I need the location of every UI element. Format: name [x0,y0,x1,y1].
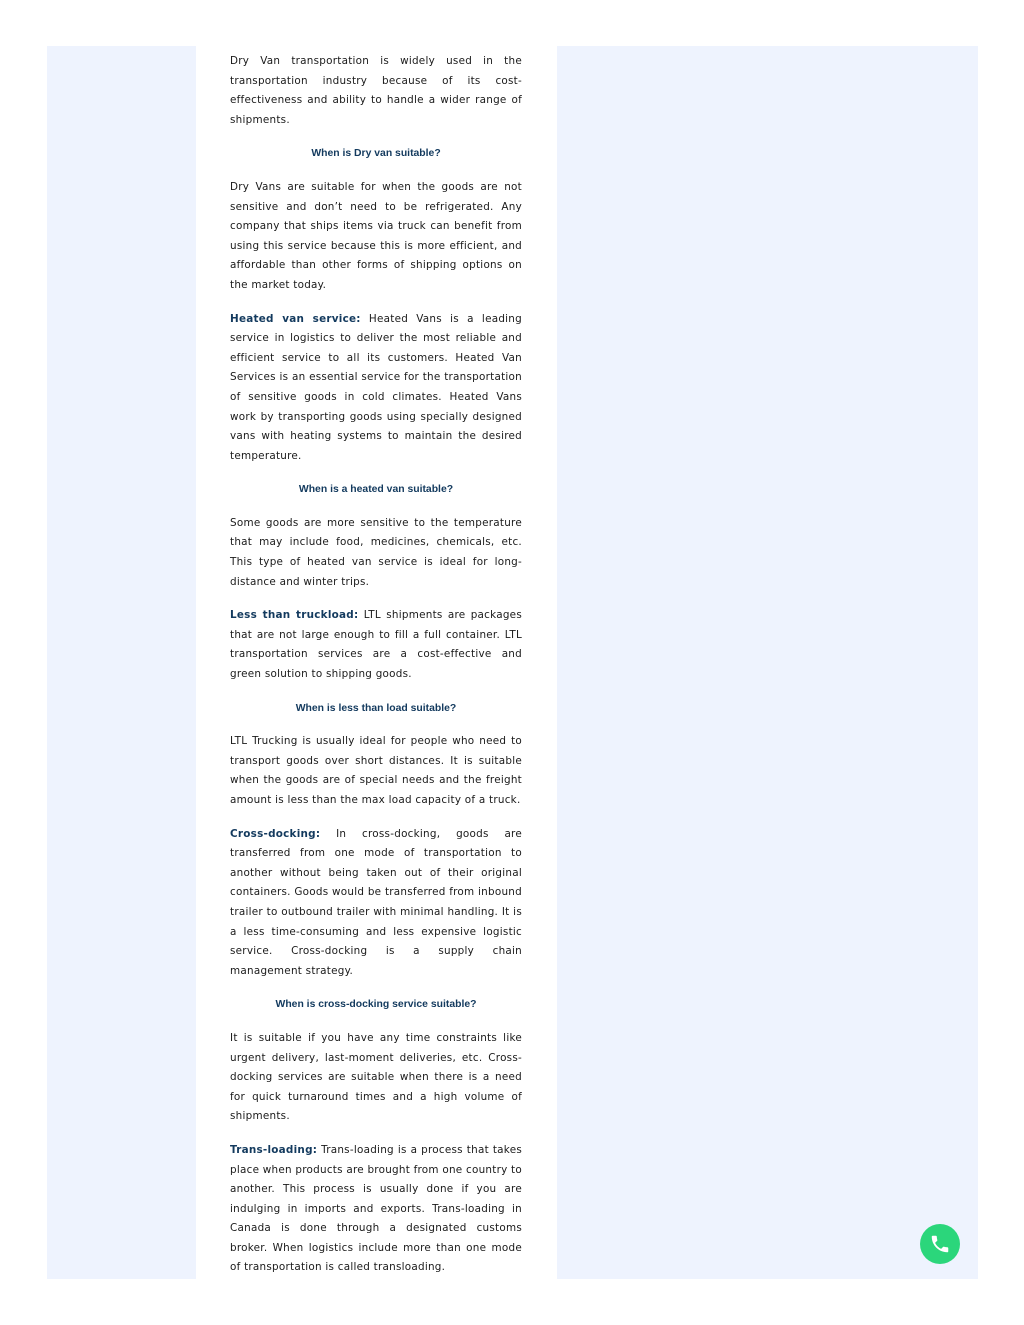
ltl-paragraph [230,606,522,684]
ltl-term: Less than truckload: [230,609,359,622]
cross-docking-term: Cross-docking: [230,827,321,840]
cross-docking-suitable-paragraph: It is suitable if you have any time constraints like urgent delivery, last-moment deliveries, etc. Cross-docking services are suitable when there is a need for quick turnaround times and a high volume of shipments. [230,1031,522,1123]
right-side-panel [557,46,978,1279]
cross-docking-suitable-heading: When is cross-docking service suitable? [275,999,477,1011]
heated-van-suitable-paragraph: Some goods are more sensitive to the temperature that may include food, medicines, chemicals, etc. This type of heated van service is ideal for long-distance and winter trips. [230,516,522,588]
dry-van-suitable-heading: When is Dry van suitable? [311,148,441,160]
heated-van-intro-text: Heated Vans is a leading service in logistics to deliver the most reliable and efficient service to all its customers. Heated Van Services is an essential service for the transportation of sensitive goods in cold climates. Heated Vans work by transporting goods using specially designed vans with heating systems to maintain the desired temperature. [230,312,522,462]
trans-loading-term: Trans-loading: [230,1143,318,1156]
phone-icon [929,1233,951,1255]
trans-loading-paragraph [230,1141,522,1278]
ltl-suitable-paragraph: LTL Trucking is usually ideal for people who need to transport goods over short distances. It is suitable when the goods are of special needs and the freight amount is less than the max load capacity of a truck. [230,735,522,806]
cross-docking-intro-text: In cross-docking, goods are transferred from one mode of transportation to another without being taken out of their original containers. Goods would be transferred from inbound trailer to outbound trailer with minimal handling. It is a less time-consuming and less expensive logistic service. Cross-docking is a supply chain management strategy. [230,827,522,977]
heated-van-suitable-heading: When is a heated van suitable? [298,484,454,496]
heated-van-term: Heated van service: [230,312,361,325]
ltl-suitable-heading: When is less than load suitable? [295,702,457,714]
dry-van-suitable-paragraph: Dry Vans are suitable for when the goods are not sensitive and don’t need to be refrigerated. Any company that ships items via truck can benefit from using this service because this is more efficient, and affordable than other forms of shipping options on the market today. [230,180,522,291]
call-button[interactable] [920,1224,960,1264]
left-side-panel [47,46,196,1279]
trans-loading-intro-text: Trans-loading is a process that takes place when products are brought from one country to another. This process is usually done if you are indulging in imports and exports. Trans-loading in Canada is done through a designated customs broker. When logistics include more than one mode of transportation is called transloading. [230,1143,522,1274]
heated-van-paragraph [230,310,522,467]
ltl-intro-text: LTL shipments are packages that are not large enough to fill a full container. LTL transportation services are a cost-effective and green solution to shipping goods. [230,609,522,681]
dry-van-intro-paragraph: Dry Van transportation is widely used in the transportation industry because of its cost-effectiveness and ability to handle a wider range of shipments. [230,55,522,126]
article-content [230,52,522,1292]
cross-docking-paragraph [230,825,522,982]
